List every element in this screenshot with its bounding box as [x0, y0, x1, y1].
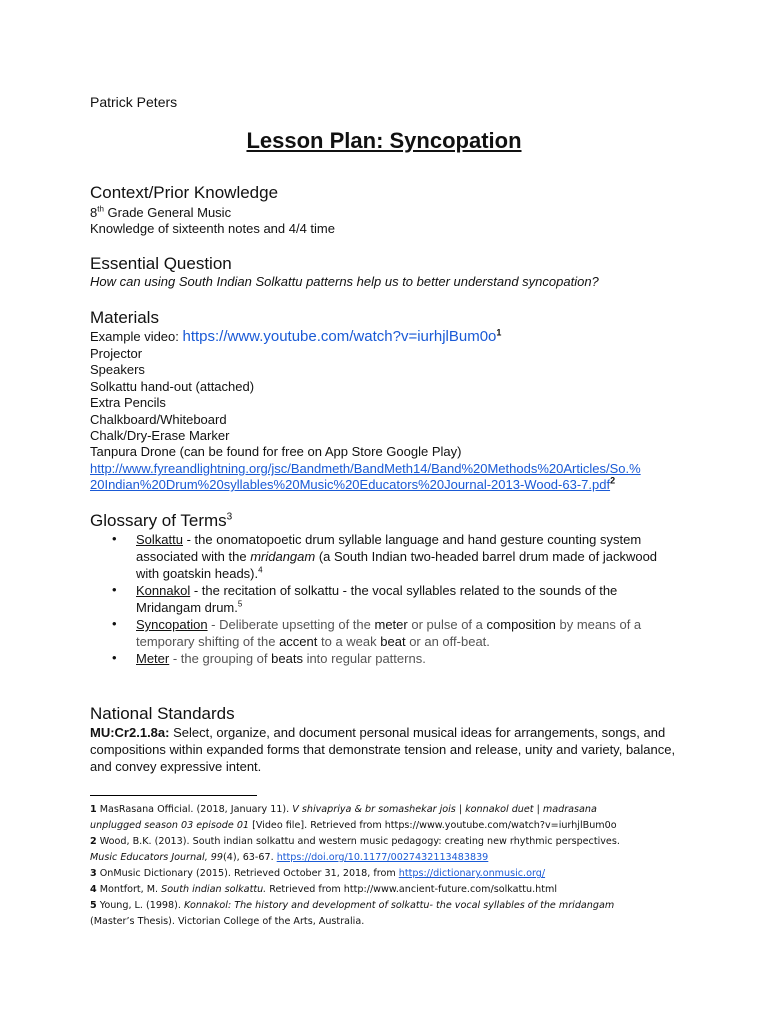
bullet-icon: • [112, 582, 117, 597]
footnote-5-cont: (Master’s Thesis). Victorian College of the Arts, Australia. [90, 916, 365, 927]
footnote-1: 1 MasRasana Official. (2018, January 11). V shivapriya & br somashekar jois | konnakol duet | madrasana [90, 804, 597, 815]
footnote-2: 2 Wood, B.K. (2013). South indian solkattu and western music pedagogy: creating new rhythmic perspectives. [90, 836, 620, 847]
page-title: Lesson Plan: Syncopation [246, 128, 522, 153]
material-item: Chalkboard/Whiteboard [90, 412, 227, 427]
essential-heading: Essential Question [90, 254, 232, 273]
glossary-item-konnakol: Konnakol - the recitation of solkattu - the vocal syllables related to the sounds of the Mridangam drum.$^5$ [136, 583, 618, 615]
material-item: Solkattu hand-out (attached) [90, 379, 255, 394]
footnote-1-cont: unplugged season 03 episode 01 [Video file]. Retrieved from https://www.youtube.com/watch?v=iurhjlBum0o [90, 820, 617, 831]
material-item: Projector [90, 346, 143, 361]
standards-heading: National Standards [90, 704, 235, 723]
materials-heading: Materials [90, 308, 159, 327]
material-item: Tanpura Drone (can be found for free on App Store Google Play) [90, 444, 462, 459]
glossary-heading: Glossary of Terms$^3$ [90, 511, 233, 530]
dictionary-link[interactable]: https://dictionary.onmusic.org/ [398, 868, 546, 879]
glossary-item-meter: Meter - the grouping of beats into regular patterns. [136, 651, 426, 666]
footnote-4: 4 Montfort, M. South indian solkattu. Retrieved from http://www.ancient-future.com/solkattu.html [90, 884, 558, 895]
material-item: Speakers [90, 362, 145, 377]
context-heading: Context/Prior Knowledge [90, 183, 279, 202]
knowledge-line: Knowledge of sixteenth notes and 4/4 time [90, 221, 335, 236]
bullet-icon: • [112, 650, 117, 665]
essential-question: How can using South Indian Solkattu patterns help us to better understand syncopation? [90, 274, 599, 289]
video-link[interactable]: https://www.youtube.com/watch?v=iurhjlBum0o [182, 328, 497, 345]
footnote-5: 5 Young, L. (1998). Konnakol: The history and development of solkattu- the vocal syllables of the mridangam [90, 900, 615, 911]
video-line: Example video: https://www.youtube.com/watch?v=iurhjlBum0o$^1$ [90, 327, 502, 345]
standard-text: MU:Cr2.1.8a: Select, organize, and document personal musical ideas for arrangements, songs, and compositions within expanded forms that demonstrate tension and release, unity and variety, balance, and convey expressive intent. [90, 725, 676, 774]
footnote-3: 3 OnMusic Dictionary (2015). Retrieved October 31, 2018, from https://dictionary.onmusic.org/ [90, 868, 546, 879]
glossary-item-solkattu: Solkattu - the onomatopoetic drum syllable language and hand gesture counting system associated with the mridangam (a South Indian two-headed barrel drum made of jackwood with goatskin heads).$^4$ [136, 532, 658, 581]
glossary-item-syncopation: Syncopation - Deliberate upsetting of the meter or pulse of a composition by means of a temporary shifting of the accent to a weak beat or an off-beat. [136, 617, 642, 649]
material-item: Extra Pencils [90, 395, 166, 410]
pdf-link[interactable]: 20Indian%20Drum%20syllables%20Music%20Educators%20Journal-2013-Wood-63-7.pdf [90, 477, 611, 492]
author-name: Patrick Peters [90, 94, 178, 110]
bullet-icon: • [112, 531, 117, 546]
bullet-icon: • [112, 616, 117, 631]
pdf-link-line1[interactable]: http://www.fyreandlightning.org/jsc/Bandmeth/BandMeth14/Band%20Methods%20Articles/So.% [90, 461, 641, 476]
footnote-divider [90, 795, 257, 796]
pdf-link-line2: 20Indian%20Drum%20syllables%20Music%20Educators%20Journal-2013-Wood-63-7.pdf$^2$ [90, 475, 616, 492]
footnote-2-cont: Music Educators Journal, 99(4), 63-67. https://doi.org/10.1177/0027432113483839 [90, 852, 489, 863]
doi-link[interactable]: https://doi.org/10.1177/0027432113483839 [276, 852, 489, 863]
grade-line: 8th Grade General Music [90, 204, 232, 220]
material-item: Chalk/Dry-Erase Marker [90, 428, 230, 443]
